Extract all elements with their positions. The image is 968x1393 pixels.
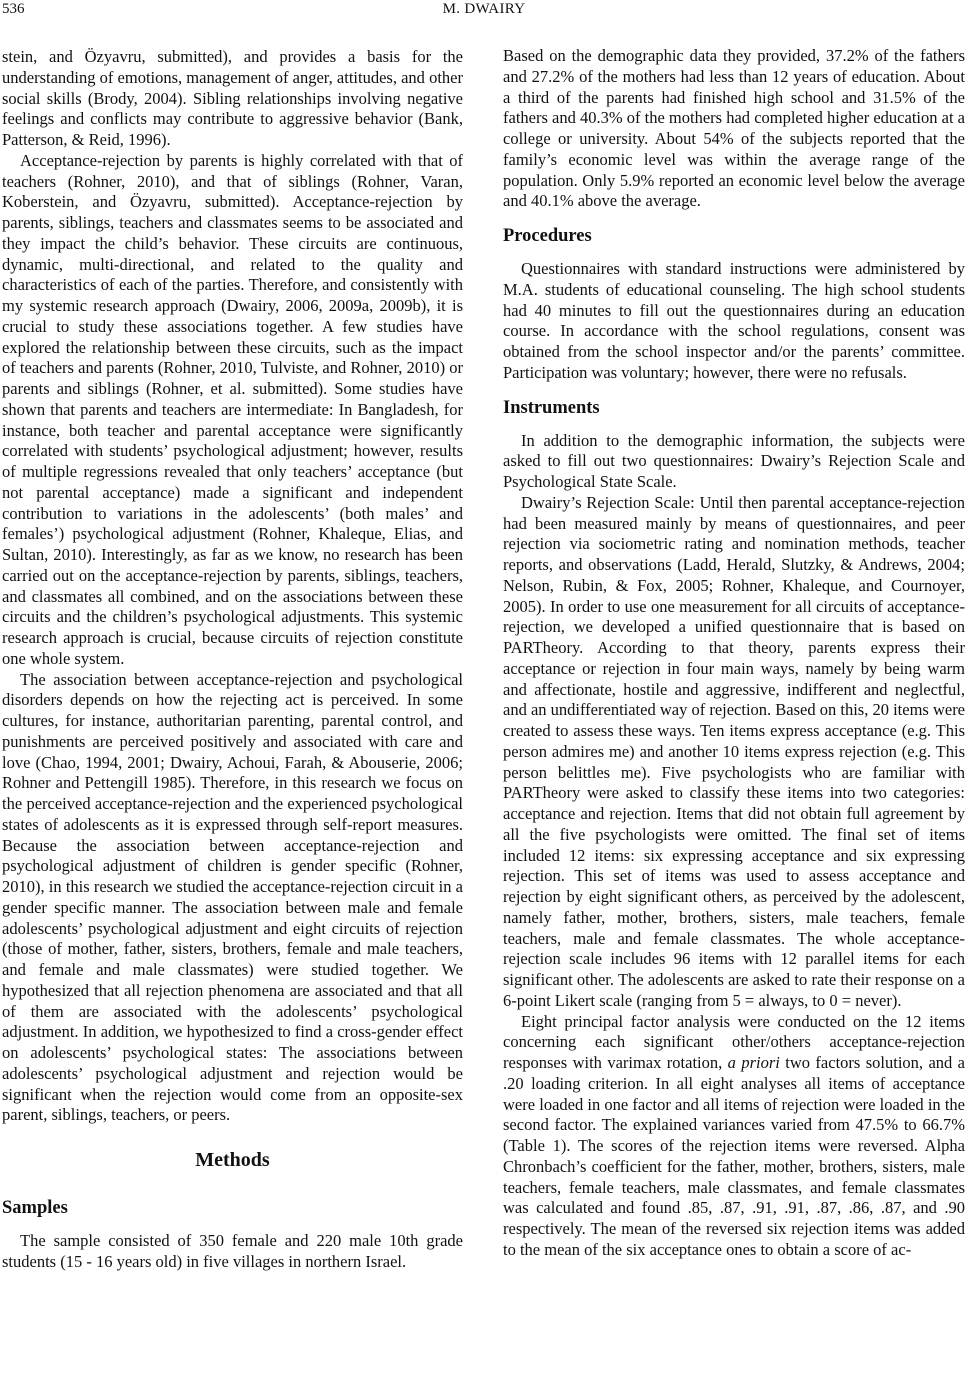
paragraph [503, 1012, 965, 1261]
paragraph: In addition to the demographic information, the subjects were asked to fill out two questionnaires: Dwairy’s Rejection Scale and Psychological State Scale. [503, 430, 965, 491]
paragraph: Acceptance-rejection by parents is highly correlated with that of teachers (Rohner, 2010), and that of siblings (Rohner, Varan, Koberstein, and Özyavru, submitted). Acceptance-rejection by parents, siblings, teachers and classmates seems to be associated and they impact the child’s behavior. These circuits are continuous, dynamic, multi-directional, and related to the quality and characteristics of each of the parties. Therefore, and consistently with my systemic research approach (Dwairy, 2006, 2009a, 2009b), it is crucial to study these associations together. A few studies have explored the relationship between these circuits, such as the impact of teachers and parents (Rohner, 2010, Tulviste, and Rohner, 2010) or parents and siblings (Rohner, et al. submitted). Some studies have shown that parents and teachers are intermediate: In Bangladesh, for instance, both teacher and parental acceptance were significantly correlated with students’ psychological adjustment; however, results of multiple regressions revealed that only teachers’ acceptance (but not parental acceptance) made a significant and independent contribution to variations in the adolescents’ (both males’ and females’) psychological adjustment (Rohner, Khaleque, Elias, and Sultan, 2010). Interestingly, as far as we know, no research has been carried out on the acceptance-rejection by parents, siblings, teachers, and classmates all combined, and on the associations between these circuits and the children’s psychological adjustments. This systemic research approach is crucial, because circuits of rejection constitute one whole system. [2, 150, 463, 668]
left-column [2, 47, 463, 1273]
subsection-heading-instruments: Instruments [503, 397, 600, 418]
page-number: 536 [2, 1, 25, 17]
page-header [0, 0, 968, 26]
text-run: Eight principal factor analysis were conducted on the 12 items concerning each significant other/others acceptance-rejection responses with varimax rotation, [503, 1011, 965, 1072]
paragraph: stein, and Özyavru, submitted), and provides a basis for the understanding of emotions, management of anger, attitudes, and other social skills (Brody, 2004). Sibling relationships involving negative feelings and conflicts may contribute to aggressive behavior (Bank, Patterson, & Reid, 1996). [2, 47, 463, 149]
running-head: M. DWAIRY [442, 1, 526, 17]
paragraph: Dwairy’s Rejection Scale: Until then parental acceptance-rejection had been measured mainly by means of questionnaires, and peer rejection via sociometric rating and nomination methods, teacher reports, and observations (Ladd, Herald, Slutzky, & Andrews, 2004; Nelson, Rubin, & Fox, 2005; Rohner, Khaleque, and Cournoyer, 2005). In order to use one measurement for all circuits of acceptance-rejection, we developed a unified questionnaire that is based on PARTheory. According to that theory, parents express their acceptance or rejection in four main ways, namely by being warm and affectionate, hostile and aggressive, indifferent and neglectful, and an undifferentiated way of rejection. Based on this, 20 items were created to assess these ways. Ten items express acceptance (e.g. This person admires me) and another 10 items express rejection (e.g. This person belittles me). Five psychologists who are familiar with PARTheory were asked to classify these items into two categories: acceptance and rejection. Items that did not obtain full agreement by all the five psychologists were omitted. The final set of items included 12 items: six expressing acceptance and six expressing rejection. This set of items was used to assess acceptance and rejection by eight significant others, as perceived by the adolescent, namely father, mother, brothers, sisters, male teachers, female teachers, male and female classmates. The whole acceptance-rejection scale includes 96 items with 12 parallel items for each significant other. The adolescents are asked to rate their response on a 6-point Likert scale (ranging from 5 = always, to 0 = never). [503, 492, 966, 1010]
paragraph: The association between acceptance-rejection and psychological disorders depends on how the rejecting act is perceived. In some cultures, for instance, authoritarian parenting, parental control, and punishments are perceived positively and associated with care and love (Chao, 1994, 2001; Dwairy, Achoui, Farah, & Abouserie, 2006; Rohner and Pettengill 1985). Therefore, in this research we focus on the perceived acceptance-rejection and the experienced psychological states of adolescents as it is expressed through self-report measures. Because the association between acceptance-rejection and psychological adjustment of children is gender specific (Rohner, 2010), in this research we studied the acceptance-rejection circuit in a gender specific manner. The association between male and female adolescents’ psychological adjustment and eight circuits of rejection (those of mother, father, sisters, brothers, female and male teachers, and female and male classmates) were studied together. We hypothesized that all rejection phenomena are associated and that all of them are associated with the adolescents’ psychological adjustment. In addition, we hypothesized to find a cross-gender effect on adolescents’ psychological states: The associations between adolescents’ psychological adjustment and rejection would be significant when the rejection would come from an opposite-sex parent, siblings, teachers, or peers. [2, 669, 463, 1125]
subsection-heading-procedures: Procedures [503, 226, 592, 246]
italic-term: a priori [727, 1053, 780, 1072]
section-heading-methods: Methods [195, 1149, 270, 1171]
right-column [503, 46, 965, 1261]
subsection-heading-samples: Samples [2, 1198, 68, 1218]
paragraph: The sample consisted of 350 female and 220 male 10th grade students (15 - 16 years old) in five villages in northern Israel. [2, 1231, 463, 1271]
paragraph: Questionnaires with standard instructions were administered by M.A. students of educational counseling. The high school students had 40 minutes to fill out the questionnaires during an education course. In accordance with the school regulations, consent was obtained from the school inspector and/or the parents’ committee. Participation was voluntary; however, there were no refusals. [503, 259, 965, 382]
text-run: two factors solution, and a .20 loading criterion. In all eight analyses all items of acceptance were loaded in one factor and all items of rejection were loaded in the second factor. The explained variances varied from 47.5% to 66.7% (Table 1). The scores of the rejection items were reversed. Alpha Chronbach’s coefficient for the father, mother, brothers, sisters, male teachers, female teachers, male classmates, and female classmates was calculated and found .85, .87, .91, .91, .87, .86, .87, and .90 respectively. The mean of the reversed six rejection items was added to the mean of the six acceptance ones to obtain a score of ac- [503, 1053, 966, 1259]
paragraph: Based on the demographic data they provided, 37.2% of the fathers and 27.2% of the mothers had less than 12 years of education. About a third of the parents had finished high school and 31.5% of the fathers and 40.3% of the mothers had completed higher education at a college or university. About 54% of the subjects reported that the family’s economic level was within the average range of the population. Only 5.9% reported an economic level below the average and 40.1% above the average. [503, 46, 965, 211]
